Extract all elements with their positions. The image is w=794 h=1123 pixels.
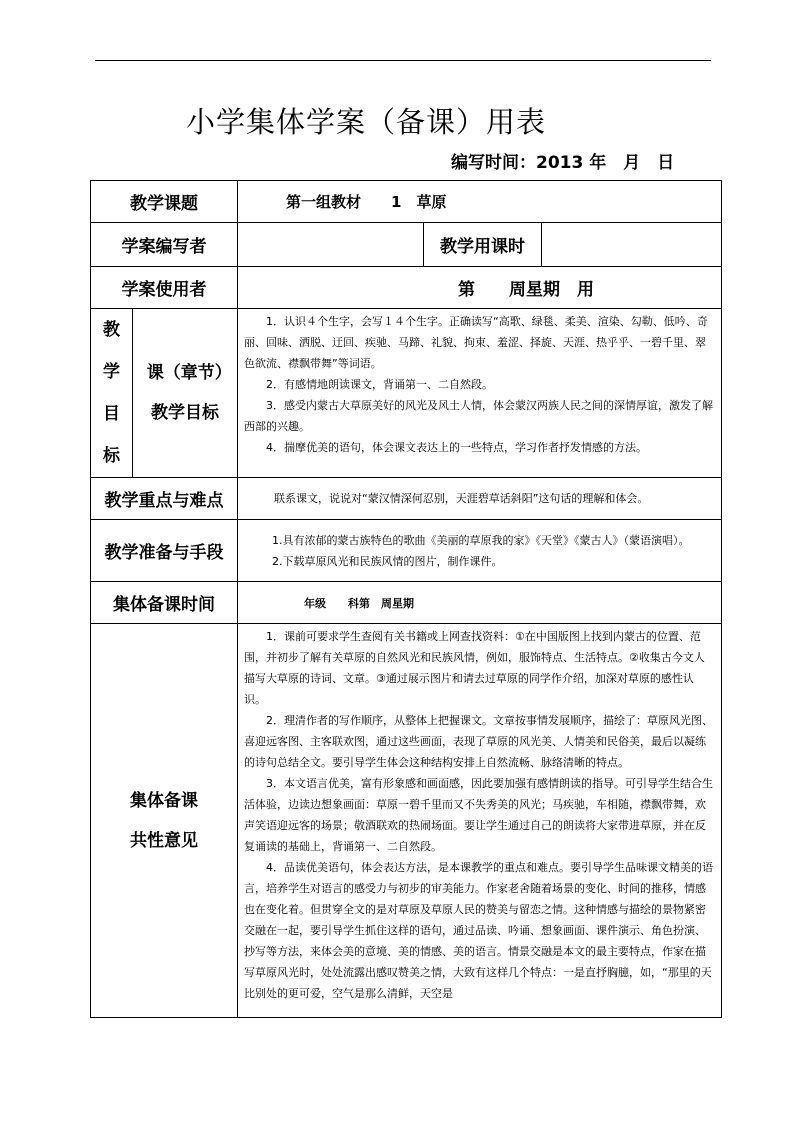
prep-label: 教学准备与手段	[91, 520, 238, 582]
opinion-paragraph: 3．本文语言优美，富有形象感和画面感，因此要加强有感情朗读的指导。可引导学生结合生活体验，边读边想象画面：草原一碧千里而又不失秀美的风光；马疾驰，车相随，襟飘带舞，欢声笑语迎远客的场景；敬酒联欢的热闹场面。要让学生通过自己的朗读将大家带进草原，并在反复诵读的基础上，背诵第一、二自然段。	[244, 777, 713, 853]
row-time	[91, 582, 722, 624]
key-label: 教学重点与难点	[91, 478, 238, 520]
time-value: 年级 科第 周星期	[238, 582, 722, 624]
row-goals	[91, 309, 722, 478]
goal-item: 3．感受内蒙古大草原美好的风光及风土人情，体会蒙汉两族人民之间的深情厚谊，激发了解西部的兴趣。	[244, 399, 713, 433]
lesson-plan-table	[90, 180, 722, 1018]
user-label: 学案使用者	[91, 267, 238, 309]
goal-item: 1．认识４个生字，会写１４个生字。正确读写“高歌、绿毯、柔美、渲染、勾勒、低吟、奇丽、回味、洒脱、迂回、疾驰、马蹄、礼貌、拘束、羞涩、择旋、天涯、热乎乎、一碧千里、翠色欲流、襟飘带舞”等词语。	[244, 315, 708, 370]
goal-label-char: 目	[103, 404, 120, 424]
opinion-label	[91, 624, 238, 1018]
author-value[interactable]	[238, 223, 424, 267]
row-author	[91, 223, 722, 267]
key-value: 联系课文，说说对“蒙汉情深何忍别，天涯碧草话斜阳”这句话的理解和体会。	[238, 478, 722, 520]
user-value: 第 周星期 用	[238, 267, 722, 309]
chapter-goal-label: 课（章节）教学目标	[133, 309, 238, 478]
date-line: 编写时间：2013 年 月 日	[451, 153, 675, 173]
page-title: 小学集体学案（备课）用表	[186, 105, 547, 139]
time-label: 集体备课时间	[91, 582, 238, 624]
opinion-content	[238, 624, 722, 1018]
opinion-label-line: 集体备课	[130, 790, 198, 811]
prep-content	[238, 520, 722, 582]
goals-content	[238, 309, 722, 478]
goal-item: 2．有感情地朗读课文，背诵第一、二自然段。	[266, 378, 493, 391]
opinion-paragraph: 1．课前可要求学生查阅有关书籍或上网查找资料：①在中国版图上找到内蒙古的位置、范围，并初步了解有关草原的自然风光和民族风情，例如，服饰特点、生活特点。②收集古今文人描写大草原的诗词、文章。③通过展示图片和请去过草原的同学作介绍，加深对草原的感性认识。	[244, 630, 705, 706]
row-prep	[91, 520, 722, 582]
row-user	[91, 267, 722, 309]
author-label: 学案编写者	[91, 223, 238, 267]
hours-label: 教学用课时	[424, 223, 542, 267]
row-key	[91, 478, 722, 520]
goal-label-char: 教	[103, 320, 120, 340]
opinion-paragraph: 4．品读优美语句，体会表达方法，是本课教学的重点和难点。要引导学生品味课文精美的语言，培养学生对语言的感受力与初步的审美能力。作家老舍随着场景的变化、时间的推移，情感也在变化着。但贯穿全文的是对草原及草原人民的赞美与留恋之情。这种情感与描绘的景物紧密交融在一起，要引导学生抓住这样的语句，通过品读、吟诵、想象画面、课件演示、角色扮演、抄写等方法，来体会美的意境、美的情感、美的语言。情景交融是本文的最主要特点，作家在描写草原风光时，处处流露出感叹赞美之情，大致有这样几个特点：一是直抒胸臆，如，“那里的天比别处的更可爱，空气是那么清鲜，天空是	[244, 861, 713, 1000]
goal-label-char: 标	[103, 446, 120, 466]
opinion-label-line: 共性意见	[130, 830, 198, 851]
header-rule	[95, 60, 711, 61]
prep-item: 2.下载草原风光和民族风情的图片，制作课件。	[272, 554, 503, 568]
row-topic	[91, 181, 722, 223]
goal-label-char: 学	[103, 362, 120, 382]
opinion-paragraph: 2．理清作者的写作顺序，从整体上把握课文。文章按事情发展顺序，描绘了：草原风光图、喜迎远客图、主客联欢图，通过这些画面，表现了草原的风光美、人情美和民俗美，最后以凝练的诗句总结全文。要引导学生体会这种结构安排上自然流畅、脉络清晰的特点。	[244, 714, 713, 769]
hours-value[interactable]	[542, 223, 722, 267]
topic-value: 第一组教材 1 草原	[238, 181, 722, 223]
goal-vertical-label	[91, 309, 133, 478]
row-opinion	[91, 624, 722, 1018]
topic-label: 教学课题	[91, 181, 238, 223]
goal-item: 4．揣摩优美的语句，体会课文表达上的一些特点，学习作者抒发情感的方法。	[266, 441, 647, 454]
prep-item: 1.具有浓郁的蒙古族特色的歌曲《美丽的草原我的家》《天堂》《蒙古人》（蒙语演唱）。	[272, 533, 690, 547]
